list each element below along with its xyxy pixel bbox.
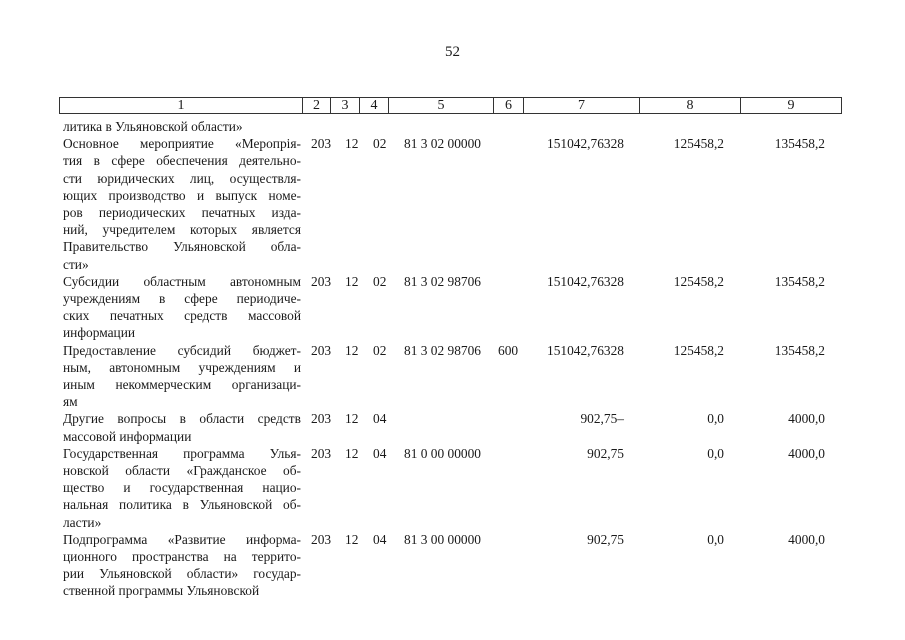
row-target-article: 81 3 02 98706	[404, 342, 481, 358]
table-row	[0, 273, 905, 342]
table-header-row	[59, 97, 842, 114]
row-target-article: 81 0 00 00000	[404, 445, 481, 461]
row-name-line: Правительство Ульяновской обла-	[63, 239, 301, 255]
table-row	[0, 342, 905, 411]
row-amount-col9: 4000,0	[788, 411, 825, 427]
row-name-line: Государственная программа Улья-	[63, 445, 301, 461]
row-name-line: Предоставление субсидий бюджет-	[63, 342, 301, 358]
row-ved-code: 203	[311, 445, 332, 461]
row-name-line: ным, автономным учреждениям и	[63, 359, 301, 375]
row-name	[63, 410, 301, 444]
row-ved-code: 203	[311, 273, 332, 289]
row-name-line: Основное мероприятие «Меропрія-	[63, 136, 301, 152]
row-name-line: рии Ульяновской области» государ-	[63, 566, 301, 582]
row-amount-col9: 4000,0	[788, 531, 825, 547]
row-name-line: иным некоммерческим организаци-	[63, 377, 301, 393]
row-target-article: 81 3 02 00000	[404, 136, 481, 152]
row-ved-code: 203	[311, 136, 332, 152]
row-amount-col8: 125458,2	[673, 136, 724, 152]
row-amount-col9: 4000,0	[788, 445, 825, 461]
row-subsection: 02	[373, 136, 387, 152]
row-name-line: Подпрограмма «Развитие информа-	[63, 531, 301, 547]
table-row	[0, 118, 905, 135]
row-amount-col9: 135458,2	[774, 273, 825, 289]
row-name	[63, 445, 301, 531]
row-amount-col7: 151042,76328	[547, 273, 624, 289]
header-col-7: 7	[524, 98, 640, 113]
row-section: 12	[345, 342, 359, 358]
header-col-6: 6	[494, 98, 524, 113]
row-name	[63, 273, 301, 342]
row-name-line: ям	[63, 394, 78, 410]
row-name-line: информации	[63, 325, 136, 341]
row-subsection: 02	[373, 273, 387, 289]
row-name	[63, 135, 301, 273]
row-subsection: 02	[373, 342, 387, 358]
header-col-4: 4	[360, 98, 389, 113]
row-amount-col8: 125458,2	[673, 342, 724, 358]
row-amount-col9: 135458,2	[774, 342, 825, 358]
row-name-line: ственной программы Ульяновской	[63, 583, 260, 599]
row-name-line: ний, учредителем которых является	[63, 222, 301, 238]
header-col-1: 1	[60, 98, 303, 113]
row-name-line: тия в сфере обеспечения деятельно-	[63, 153, 301, 169]
row-subsection: 04	[373, 445, 387, 461]
row-name-line: щество и государственная нацио-	[63, 480, 301, 496]
row-name-line: нальная политика в Ульяновской об-	[63, 497, 301, 513]
row-section: 12	[345, 136, 359, 152]
row-name-line: Другие вопросы в области средств	[63, 411, 301, 427]
row-name-line: сти»	[63, 256, 89, 272]
row-name-line: ционного пространства на террито-	[63, 549, 301, 565]
row-section: 12	[345, 411, 359, 427]
row-amount-col7: 151042,76328	[547, 342, 624, 358]
row-ved-code: 203	[311, 411, 332, 427]
row-name-line: Субсидии областным автономным	[63, 273, 301, 289]
row-name-line: ров периодических печатных изда-	[63, 205, 301, 221]
row-name-line: ющих производство и выпуск номе-	[63, 187, 301, 203]
table-row	[0, 410, 905, 444]
row-name-line: сти юридических лиц, осуществля-	[63, 170, 301, 186]
row-name-line: новской области «Гражданское об-	[63, 463, 301, 479]
header-col-9: 9	[787, 98, 795, 113]
row-subsection: 04	[373, 411, 387, 427]
row-name-line: литика в Ульяновской области»	[63, 119, 243, 134]
row-amount-col7: 902,75–	[580, 411, 624, 427]
row-name	[63, 531, 301, 600]
table-row	[0, 445, 905, 531]
header-col-5: 5	[389, 98, 494, 113]
row-target-article: 81 3 02 98706	[404, 273, 481, 289]
row-amount-col8: 125458,2	[673, 273, 724, 289]
row-name	[63, 118, 301, 135]
row-section: 12	[345, 445, 359, 461]
row-ved-code: 203	[311, 531, 332, 547]
row-name-line: учреждениям в сфере периодиче-	[63, 291, 301, 307]
row-amount-col7: 902,75	[587, 531, 624, 547]
table-body	[0, 118, 905, 600]
table-row	[0, 531, 905, 600]
row-section: 12	[345, 531, 359, 547]
row-section: 12	[345, 273, 359, 289]
row-amount-col7: 902,75	[587, 445, 624, 461]
header-col-8: 8	[640, 98, 741, 113]
header-col-2: 2	[303, 98, 331, 113]
row-amount-col8: 0,0	[707, 445, 724, 461]
row-name-line: ских печатных средств массовой	[63, 308, 301, 324]
row-name-line: ласти»	[63, 514, 102, 530]
row-amount-col7: 151042,76328	[547, 136, 624, 152]
row-ved-code: 203	[311, 342, 332, 358]
page-number: 52	[445, 44, 460, 60]
row-expense-type: 600	[498, 342, 519, 358]
row-amount-col9: 135458,2	[774, 136, 825, 152]
row-name-line: массовой информации	[63, 428, 192, 444]
row-amount-col8: 0,0	[707, 411, 724, 427]
row-target-article: 81 3 00 00000	[404, 531, 481, 547]
row-name	[63, 342, 301, 411]
row-subsection: 04	[373, 531, 387, 547]
header-col-3: 3	[331, 98, 360, 113]
table-row	[0, 135, 905, 273]
row-amount-col8: 0,0	[707, 531, 724, 547]
